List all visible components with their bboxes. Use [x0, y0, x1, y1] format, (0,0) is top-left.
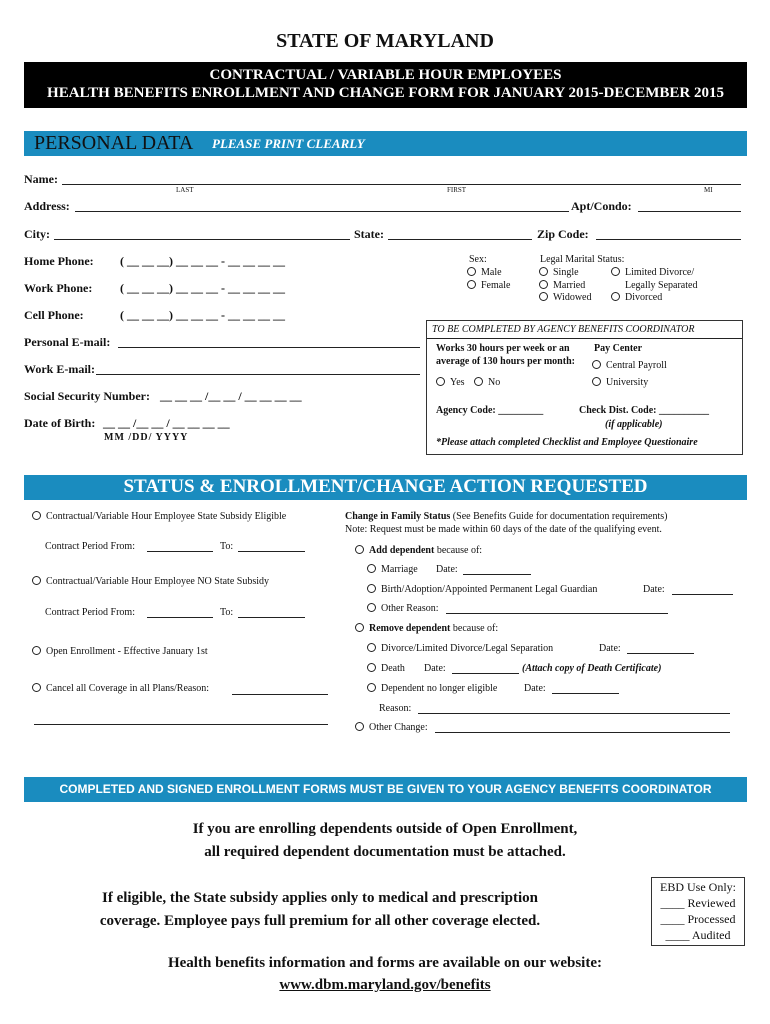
- zip-field[interactable]: [596, 239, 741, 240]
- print-clearly-note: PLEASE PRINT CLEARLY: [212, 136, 365, 151]
- marital-divorced-option[interactable]: Divorced: [611, 292, 662, 303]
- contract-to-1: To:: [220, 541, 234, 552]
- header-line2: HEALTH BENEFITS ENROLLMENT AND CHANGE FORM FOR JANUARY 2015-DECEMBER 2015: [47, 85, 724, 101]
- radio-icon: [367, 683, 376, 692]
- work-email-field[interactable]: [96, 374, 420, 375]
- no-longer-date-label: Date:: [524, 683, 546, 694]
- birth-date-field[interactable]: [672, 594, 733, 595]
- ebd-reviewed: ____ Reviewed: [660, 896, 736, 910]
- marriage-date-field[interactable]: [463, 574, 531, 575]
- birth-date-label: Date:: [643, 584, 665, 595]
- home-phone-label: Home Phone:: [24, 254, 94, 268]
- radio-icon: [474, 377, 483, 386]
- remove-reason-label: Reason:: [379, 703, 412, 714]
- marriage-date-label: Date:: [436, 564, 458, 575]
- no-longer-date-field[interactable]: [552, 693, 619, 694]
- marital-married-option[interactable]: Married: [539, 280, 585, 291]
- status-heading: STATUS & ENROLLMENT/CHANGE ACTION REQUESTED: [123, 476, 648, 497]
- form-title: STATE OF MARYLAND: [276, 30, 494, 52]
- city-field[interactable]: [54, 239, 350, 240]
- agency-box-title: TO BE COMPLETED BY AGENCY BENEFITS COORDINATOR: [432, 324, 695, 335]
- family-status-note: Note: Request must be made within 60 days of the date of the qualifying event.: [345, 524, 662, 535]
- radio-icon: [32, 646, 41, 655]
- cancel-reason-field[interactable]: [232, 694, 328, 695]
- address-field[interactable]: [75, 211, 569, 212]
- no-longer-eligible-option[interactable]: Dependent no longer eligible: [367, 683, 497, 694]
- status-bar: [24, 475, 747, 500]
- ssn-label: Social Security Number:: [24, 389, 150, 403]
- contract-from-2: Contract Period From:: [45, 607, 135, 618]
- ebd-title: EBD Use Only:: [660, 880, 736, 894]
- radio-icon: [355, 722, 364, 731]
- radio-icon: [467, 280, 476, 289]
- notice-bar: COMPLETED AND SIGNED ENROLLMENT FORMS MUST BE GIVEN TO YOUR AGENCY BENEFITS COORDINATOR: [24, 777, 747, 802]
- pay-center-label: Pay Center: [594, 343, 643, 354]
- open-enrollment-option[interactable]: Open Enrollment - Effective January 1st: [32, 646, 208, 657]
- cell-phone-label: Cell Phone:: [24, 308, 84, 322]
- radio-icon: [367, 643, 376, 652]
- agency-code-field[interactable]: Agency Code: _________: [436, 405, 544, 416]
- cancel-reason-field-2[interactable]: [34, 724, 328, 725]
- radio-icon: [611, 292, 620, 301]
- ssn-field[interactable]: __ __ __ /__ __ / __ __ __ __: [160, 389, 302, 403]
- apt-field[interactable]: [638, 211, 741, 212]
- family-status-heading: Change in Family Status (See Benefits Guide for documentation requirements): [345, 511, 668, 522]
- personal-data-heading: PERSONAL DATA: [34, 132, 194, 154]
- cancel-coverage-option[interactable]: Cancel all Coverage in all Plans/Reason:: [32, 683, 209, 694]
- add-other-reason-option[interactable]: Other Reason:: [367, 603, 439, 614]
- contract-to-2: To:: [220, 607, 234, 618]
- no-subsidy-option[interactable]: Contractual/Variable Hour Employee NO State Subsidy: [32, 576, 269, 587]
- works-hours-line1: Works 30 hours per week or an: [436, 343, 570, 354]
- dob-label: Date of Birth:: [24, 416, 96, 430]
- name-field[interactable]: [62, 184, 741, 185]
- add-other-reason-field[interactable]: [446, 613, 668, 614]
- divorce-date-label: Date:: [599, 643, 621, 654]
- contract-from-1-field[interactable]: [147, 551, 213, 552]
- check-dist-code-field[interactable]: Check Dist. Code: __________: [579, 405, 709, 416]
- radio-icon: [592, 377, 601, 386]
- works-yes-option[interactable]: Yes: [436, 377, 465, 388]
- name-label: Name:: [24, 172, 58, 186]
- dependents-note-line1: If you are enrolling dependents outside of Open Enrollment,: [192, 821, 578, 837]
- other-change-field[interactable]: [435, 732, 730, 733]
- radio-icon: [436, 377, 445, 386]
- remove-dependent-option[interactable]: Remove dependent because of:: [355, 623, 498, 634]
- mi-caption: MI: [704, 186, 713, 194]
- address-label: Address:: [24, 199, 70, 213]
- dependents-note-line2: all required dependent documentation must be attached.: [204, 844, 566, 860]
- contract-to-2-field[interactable]: [238, 617, 305, 618]
- sex-male-option[interactable]: Male: [467, 267, 502, 278]
- radio-icon: [539, 292, 548, 301]
- contract-to-1-field[interactable]: [238, 551, 305, 552]
- radio-icon: [592, 360, 601, 369]
- subsidy-note-line1: If eligible, the State subsidy applies only to medical and prescription: [101, 890, 538, 906]
- marital-limited-label2: Legally Separated: [625, 280, 698, 291]
- sex-female-option[interactable]: Female: [467, 280, 510, 291]
- death-date-label: Date:: [424, 663, 446, 674]
- radio-icon: [611, 267, 620, 276]
- dob-format: MM /DD/ YYYY: [104, 432, 189, 443]
- ebd-use-only-box: [651, 877, 745, 946]
- personal-email-field[interactable]: [118, 347, 420, 348]
- death-certificate-note: (Attach copy of Death Certificate): [522, 663, 662, 674]
- agency-coordinator-box: [426, 320, 743, 455]
- divorce-date-field[interactable]: [627, 653, 694, 654]
- works-no-option[interactable]: No: [474, 377, 500, 388]
- radio-icon: [355, 623, 364, 632]
- marriage-option[interactable]: Marriage: [367, 564, 418, 575]
- radio-icon: [367, 564, 376, 573]
- university-option[interactable]: University: [592, 377, 648, 388]
- dob-field[interactable]: __ __ /__ __ / __ __ __ __: [103, 416, 230, 430]
- apt-label: Apt/Condo:: [571, 199, 632, 213]
- radio-icon: [355, 545, 364, 554]
- radio-icon: [367, 584, 376, 593]
- home-phone-field[interactable]: ( __ __ __) __ __ __ - __ __ __ __: [120, 254, 285, 268]
- subsidy-note-line2: coverage. Employee pays full premium for all other coverage elected.: [99, 913, 541, 929]
- radio-icon: [539, 280, 548, 289]
- state-field[interactable]: [388, 239, 532, 240]
- radio-icon: [539, 267, 548, 276]
- radio-icon: [32, 576, 41, 585]
- radio-icon: [467, 267, 476, 276]
- radio-icon: [367, 663, 376, 672]
- attach-checklist-note: *Please attach completed Checklist and Employee Questionaire: [436, 437, 698, 448]
- marital-limited-option[interactable]: Limited Divorce/: [611, 267, 694, 278]
- remove-reason-field[interactable]: [418, 713, 730, 714]
- website-note: Health benefits information and forms are available on our website:: [167, 955, 602, 971]
- death-option[interactable]: Death: [367, 663, 405, 674]
- marital-single-option[interactable]: Single: [539, 267, 579, 278]
- other-change-option[interactable]: Other Change:: [355, 722, 428, 733]
- ebd-audited: ____ Audited: [665, 928, 731, 942]
- radio-icon: [32, 683, 41, 692]
- divorce-option[interactable]: Divorce/Limited Divorce/Legal Separation: [367, 643, 553, 654]
- personal-email-label: Personal E-mail:: [24, 335, 111, 349]
- work-email-label: Work E-mail:: [24, 362, 95, 376]
- if-applicable-note: (if applicable): [605, 419, 663, 430]
- marital-label: Legal Marital Status:: [540, 254, 625, 265]
- agency-box-divider: [427, 338, 742, 339]
- zip-label: Zip Code:: [537, 227, 589, 241]
- radio-icon: [32, 511, 41, 520]
- personal-data-bar: [24, 131, 747, 156]
- radio-icon: [367, 603, 376, 612]
- marital-widowed-option[interactable]: Widowed: [539, 292, 591, 303]
- subsidy-eligible-option[interactable]: Contractual/Variable Hour Employee State Subsidy Eligible: [32, 511, 286, 522]
- state-label: State:: [354, 227, 384, 241]
- work-phone-label: Work Phone:: [24, 281, 93, 295]
- first-caption: FIRST: [447, 186, 467, 194]
- header-band: [24, 62, 747, 108]
- birth-adoption-option[interactable]: Birth/Adoption/Appointed Permanent Legal Guardian: [367, 584, 597, 595]
- cell-phone-field[interactable]: ( __ __ __) __ __ __ - __ __ __ __: [120, 308, 285, 322]
- last-caption: LAST: [176, 186, 194, 194]
- add-dependent-option[interactable]: Add dependent because of:: [355, 545, 482, 556]
- contract-from-2-field[interactable]: [147, 617, 213, 618]
- city-label: City:: [24, 227, 50, 241]
- work-phone-field[interactable]: ( __ __ __) __ __ __ - __ __ __ __: [120, 281, 285, 295]
- death-date-field[interactable]: [452, 673, 519, 674]
- contract-from-1: Contract Period From:: [45, 541, 135, 552]
- works-hours-line2: average of 130 hours per month:: [436, 356, 575, 367]
- sex-label: Sex:: [469, 254, 487, 265]
- ebd-processed: ____ Processed: [660, 912, 736, 926]
- central-payroll-option[interactable]: Central Payroll: [592, 360, 667, 371]
- benefits-website-link[interactable]: www.dbm.maryland.gov/benefits: [279, 977, 491, 993]
- header-line1: CONTRACTUAL / VARIABLE HOUR EMPLOYEES: [209, 67, 562, 83]
